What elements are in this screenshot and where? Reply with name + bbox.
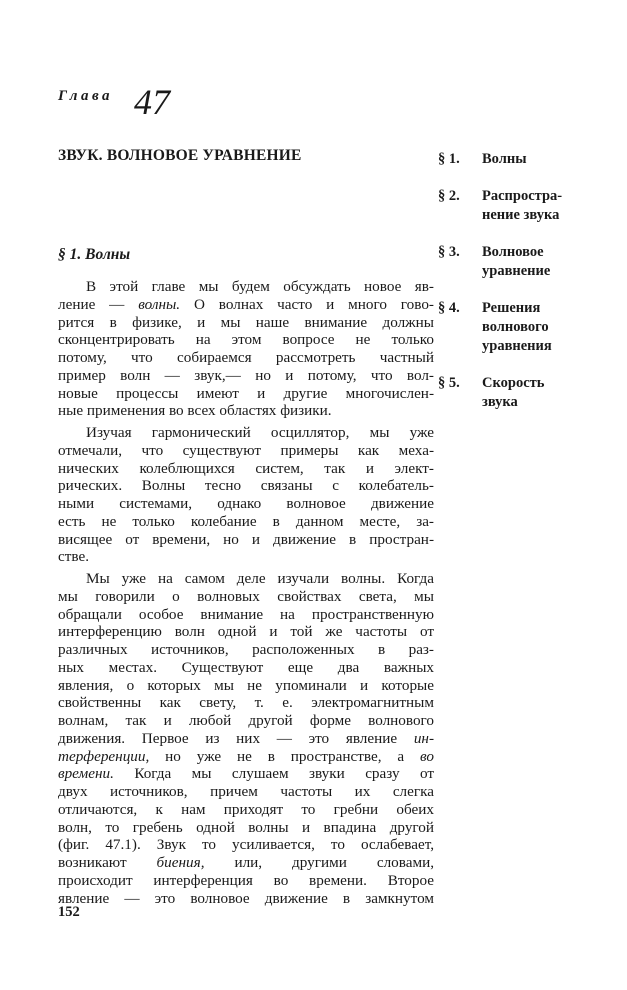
toc-item-title-line: Волны	[482, 151, 527, 167]
toc-item-title	[482, 374, 608, 412]
toc-item-title-line: Распростра-	[482, 188, 563, 204]
chapter-title: ЗВУК. ВОЛНОВОЕ УРАВНЕНИЕ	[58, 147, 302, 164]
italic-term: времени.	[58, 765, 114, 783]
text-run: Изучая гармонический осциллятор, мы уже	[86, 424, 434, 441]
text-line	[58, 442, 434, 460]
toc-item-title-line: уравнения	[482, 338, 552, 354]
text-run: О волнах часто и много гово-	[180, 295, 434, 313]
text-run: интерференцию волн одной и той же частоты от	[58, 623, 434, 641]
text-line	[58, 424, 434, 442]
text-run: стве.	[58, 548, 89, 566]
text-line	[58, 836, 434, 854]
text-line	[58, 570, 434, 588]
text-run: явления, о которых мы не упоминали и которые	[58, 676, 434, 694]
text-line	[58, 548, 434, 566]
text-line	[58, 623, 434, 641]
toc-item	[438, 374, 608, 412]
toc-item	[438, 243, 608, 281]
text-run: отличаются, к нам приходят то гребни обеих	[58, 800, 434, 818]
text-line	[58, 872, 434, 890]
italic-term: ин-	[413, 729, 434, 747]
text-run: нических колеблющихся систем, так и элект-	[58, 459, 434, 477]
text-run: новые процессы имеют и другие многочислен-	[58, 384, 434, 402]
toc-item	[438, 150, 608, 169]
text-run: двух источников, причем частоты их слегка	[58, 783, 434, 800]
text-run: обращали особое внимание на пространственную	[58, 605, 434, 623]
text-line	[58, 641, 434, 659]
italic-term: волны.	[138, 295, 181, 313]
toc-item-title-line: Волновое	[482, 244, 544, 260]
toc-item-title-line: Скорость	[482, 375, 545, 391]
text-line	[58, 349, 434, 367]
text-run: отмечали, что существуют примеры как меха-	[58, 441, 434, 459]
text-line	[58, 331, 434, 349]
text-line	[58, 460, 434, 478]
body-text	[58, 278, 434, 907]
italic-term: терференции,	[58, 747, 150, 765]
toc-item-title-line: уравнение	[482, 263, 551, 279]
text-line	[58, 783, 434, 801]
text-line	[58, 694, 434, 712]
toc-item-title	[482, 243, 608, 281]
toc-item-title-line: звука	[482, 394, 518, 410]
text-run: (фиг. 47.1). Звук то усиливается, то ослабевает,	[58, 836, 434, 854]
text-line	[58, 278, 434, 296]
text-line	[58, 765, 434, 783]
text-run: волнам, так и любой другой форме волнового	[58, 712, 434, 729]
toc-item-title-line: нение звука	[482, 207, 560, 223]
text-run: В этой главе мы будем обсуждать новое яв-	[86, 278, 434, 295]
page-number: 152	[58, 904, 80, 920]
text-run: висящее от времени, но и движение в простран-	[58, 530, 434, 548]
toc-item-number: § 5.	[438, 375, 460, 391]
text-run: ление —	[58, 295, 139, 313]
text-line	[58, 730, 434, 748]
text-run: есть не только колебание в данном месте, за-	[58, 512, 434, 530]
text-line	[58, 402, 434, 420]
toc-item-title-line: волнового	[482, 319, 549, 335]
text-run: движения. Первое из них — это явление	[58, 729, 414, 747]
text-run: мы говорили о волновых свойствах света, мы	[58, 587, 434, 605]
section-heading: § 1. Волны	[58, 246, 131, 263]
text-line	[58, 659, 434, 677]
text-run: ные применения во всех областях физики.	[58, 402, 332, 420]
text-line	[58, 854, 434, 872]
text-run: Мы уже на самом деле изучали волны. Когда	[86, 570, 434, 587]
text-line	[58, 314, 434, 332]
text-line	[58, 801, 434, 819]
text-run: ными системами, однако волновое движение	[58, 495, 434, 512]
text-line	[58, 712, 434, 730]
text-run: пример волн — звук,— но и потому, что вол-	[58, 366, 434, 384]
chapter-label: Глава	[58, 88, 114, 104]
text-run: различных источников, расположенных в раз-	[58, 641, 434, 658]
toc-item-number: § 3.	[438, 244, 460, 260]
text-line	[58, 588, 434, 606]
text-run: возникают	[58, 854, 157, 871]
text-line	[58, 748, 434, 766]
text-line	[58, 606, 434, 624]
text-run: рится в физике, и мы наше внимание должны	[58, 313, 434, 331]
text-run: волн, то гребень одной волны и впадина другой	[58, 818, 434, 836]
text-line	[58, 677, 434, 695]
text-line	[58, 890, 434, 908]
italic-term: биения,	[156, 854, 205, 871]
text-line	[58, 296, 434, 314]
toc-item-title	[482, 187, 608, 225]
text-line	[58, 367, 434, 385]
toc-item-title	[482, 150, 608, 169]
toc-item-title-line: Решения	[482, 300, 541, 316]
table-of-contents	[438, 150, 608, 412]
italic-term: во	[420, 747, 434, 765]
text-run: происходит интерференция во времени. Второе	[58, 871, 434, 889]
toc-item-number: § 1.	[438, 151, 460, 167]
text-line	[58, 513, 434, 531]
toc-item-number: § 2.	[438, 188, 460, 204]
text-line	[58, 819, 434, 837]
toc-item-number: § 4.	[438, 300, 460, 316]
text-run: или, другими словами,	[204, 854, 434, 871]
text-run: ных местах. Существуют еще два важных	[58, 658, 434, 676]
toc-item	[438, 187, 608, 225]
text-run: Когда мы слушаем звуки сразу от	[113, 765, 434, 783]
text-line	[58, 385, 434, 403]
text-line	[58, 531, 434, 549]
toc-item-title	[482, 299, 608, 356]
text-run: сконцентрировать на этом вопросе не только	[58, 331, 434, 349]
text-run: свойственны как свету, т. е. электромагнитным	[58, 694, 434, 712]
text-run: рических. Волны тесно связаны с колебатель-	[58, 477, 434, 495]
text-run: явление — это волновое движение в замкнутом	[58, 889, 434, 907]
text-line	[58, 495, 434, 513]
text-run: но уже не в пространстве, а	[149, 747, 420, 765]
chapter-number: 47	[134, 82, 170, 122]
toc-item	[438, 299, 608, 356]
text-line	[58, 477, 434, 495]
text-run: потому, что собираемся рассмотреть частный	[58, 349, 434, 366]
